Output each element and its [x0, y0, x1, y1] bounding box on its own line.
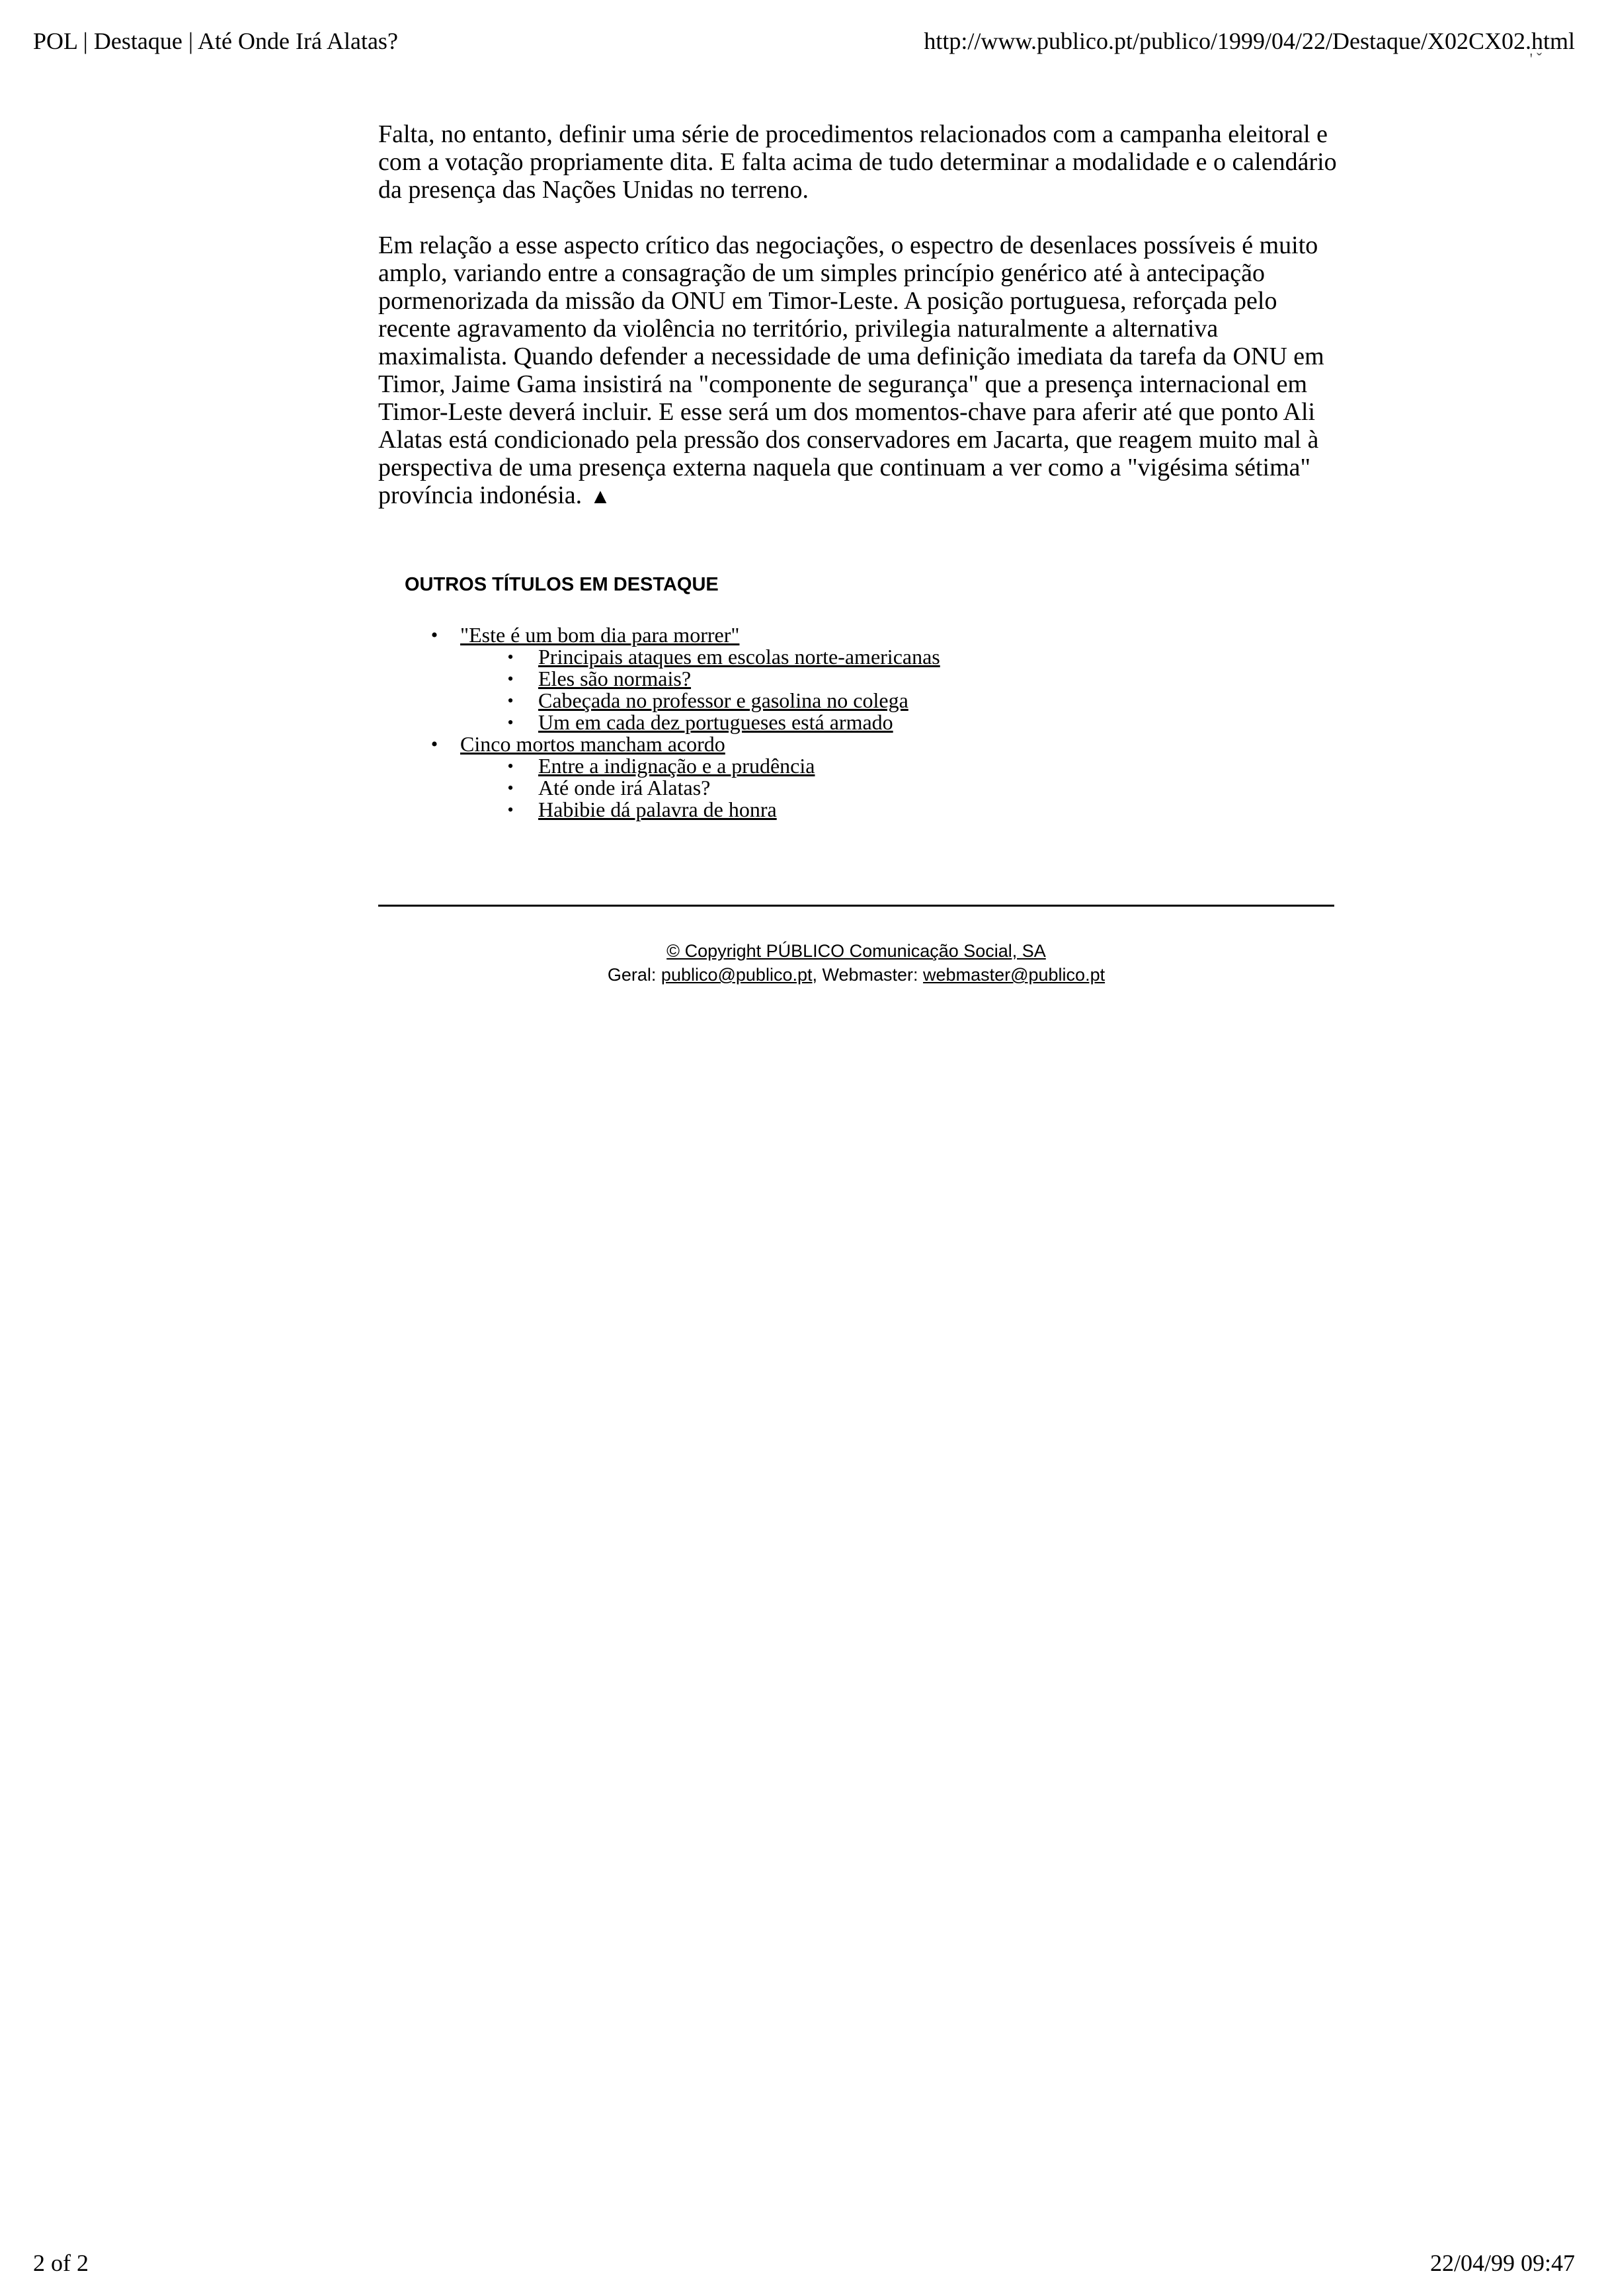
related-link-principais-ataques[interactable]: Principais ataques em escolas norte-americanas — [538, 645, 940, 669]
bullet-icon: • — [507, 691, 514, 710]
footer-divider — [378, 905, 1334, 907]
related-subitem — [502, 646, 940, 668]
article-paragraph-2 — [378, 231, 1337, 510]
related-link-entre-a-indignacao[interactable]: Entre a indignação e a prudência — [538, 754, 815, 778]
print-page-count: 2 of 2 — [33, 2250, 89, 2276]
related-headlines — [405, 571, 940, 821]
bullet-icon: • — [507, 800, 514, 819]
bullet-icon: • — [507, 669, 514, 688]
related-subitem — [502, 668, 940, 690]
related-list — [405, 624, 940, 821]
copyright-line — [378, 939, 1334, 963]
related-subitem — [502, 690, 940, 712]
geral-email-link[interactable]: publico@publico.pt — [661, 965, 813, 985]
print-page-url: http://www.publico.pt/publico/1999/04/22/Destaque/X02CX02.html — [924, 28, 1575, 54]
print-date: 22/04/99 09:47 — [1429, 2250, 1575, 2276]
print-footer — [33, 2243, 1575, 2283]
back-to-top-icon[interactable]: ▲ — [590, 484, 611, 508]
related-link-eles-sao-normais[interactable]: Eles são normais? — [538, 667, 692, 690]
geral-label: Geral: — [607, 965, 661, 985]
print-page-title: POL | Destaque | Até Onde Irá Alatas? — [33, 28, 398, 54]
article-body — [378, 120, 1337, 510]
article-paragraph-2-text: Em relação a esse aspecto crítico das negociações, o espectro de desenlaces possíveis é muito amplo, variando entre a consagração de um simples princípio genérico até à antecipação pormenorizada da missão da ONU em Timor-Leste. A posição portuguesa, reforçada pelo recente agravamento da violência no território, privilegia naturalmente a alternativa maximalista. Quando defender a necessidade de uma definição imediata da tarefa da ONU em Timor, Jaime Gama insistirá na "componente de segurança" que a presença internacional em Timor-Leste deverá incluir. E esse será um dos momentos-chave para aferir até que ponto Ali Alatas está condicionado pela pressão dos conservadores em Jacarta, que reagem muito mal à perspectiva de uma presença externa naquela que continuam a ver como a "vigésima sétima" província indonésia. — [378, 231, 1324, 509]
bullet-icon: • — [430, 624, 438, 646]
site-footer — [378, 939, 1334, 987]
related-current-article: Até onde irá Alatas? — [538, 776, 711, 800]
related-subitem-current — [502, 777, 940, 799]
bullet-icon: • — [507, 713, 514, 732]
webmaster-label: , Webmaster: — [812, 965, 924, 985]
related-sublist-1 — [460, 646, 940, 733]
related-subitem — [502, 712, 940, 733]
bullet-icon: • — [507, 757, 514, 776]
webmaster-email-link[interactable]: webmaster@publico.pt — [923, 965, 1106, 985]
related-sublist-2 — [460, 755, 940, 821]
print-corner-mark: ' ˇ — [1529, 51, 1542, 68]
related-heading: OUTROS TÍTULOS EM DESTAQUE — [405, 574, 719, 595]
bullet-icon: • — [507, 778, 514, 798]
bullet-icon: • — [430, 733, 438, 755]
related-group-2 — [424, 733, 940, 821]
related-link-habibie[interactable]: Habibie dá palavra de honra — [538, 798, 777, 821]
related-subitem — [502, 799, 940, 821]
related-group-1 — [424, 624, 940, 733]
related-link-este-e-um-bom-dia[interactable]: "Este é um bom dia para morrer" — [460, 623, 740, 647]
article-paragraph-1: Falta, no entanto, definir uma série de procedimentos relacionados com a campanha eleitoral e com a votação propriamente dita. E falta acima de tudo determinar a modalidade e o calendário da presença das Nações Unidas no terreno. — [378, 120, 1337, 204]
related-link-um-em-cada-dez[interactable]: Um em cada dez portugueses está armado — [538, 710, 893, 734]
related-subitem — [502, 755, 940, 777]
related-link-cabecada-no-professor[interactable]: Cabeçada no professor e gasolina no colega — [538, 688, 908, 712]
print-header — [33, 21, 1575, 68]
copyright-link[interactable]: © Copyright PÚBLICO Comunicação Social, SA — [666, 941, 1046, 961]
related-link-cinco-mortos[interactable]: Cinco mortos mancham acordo — [460, 732, 725, 756]
contact-line — [378, 963, 1334, 987]
bullet-icon: • — [507, 647, 514, 667]
